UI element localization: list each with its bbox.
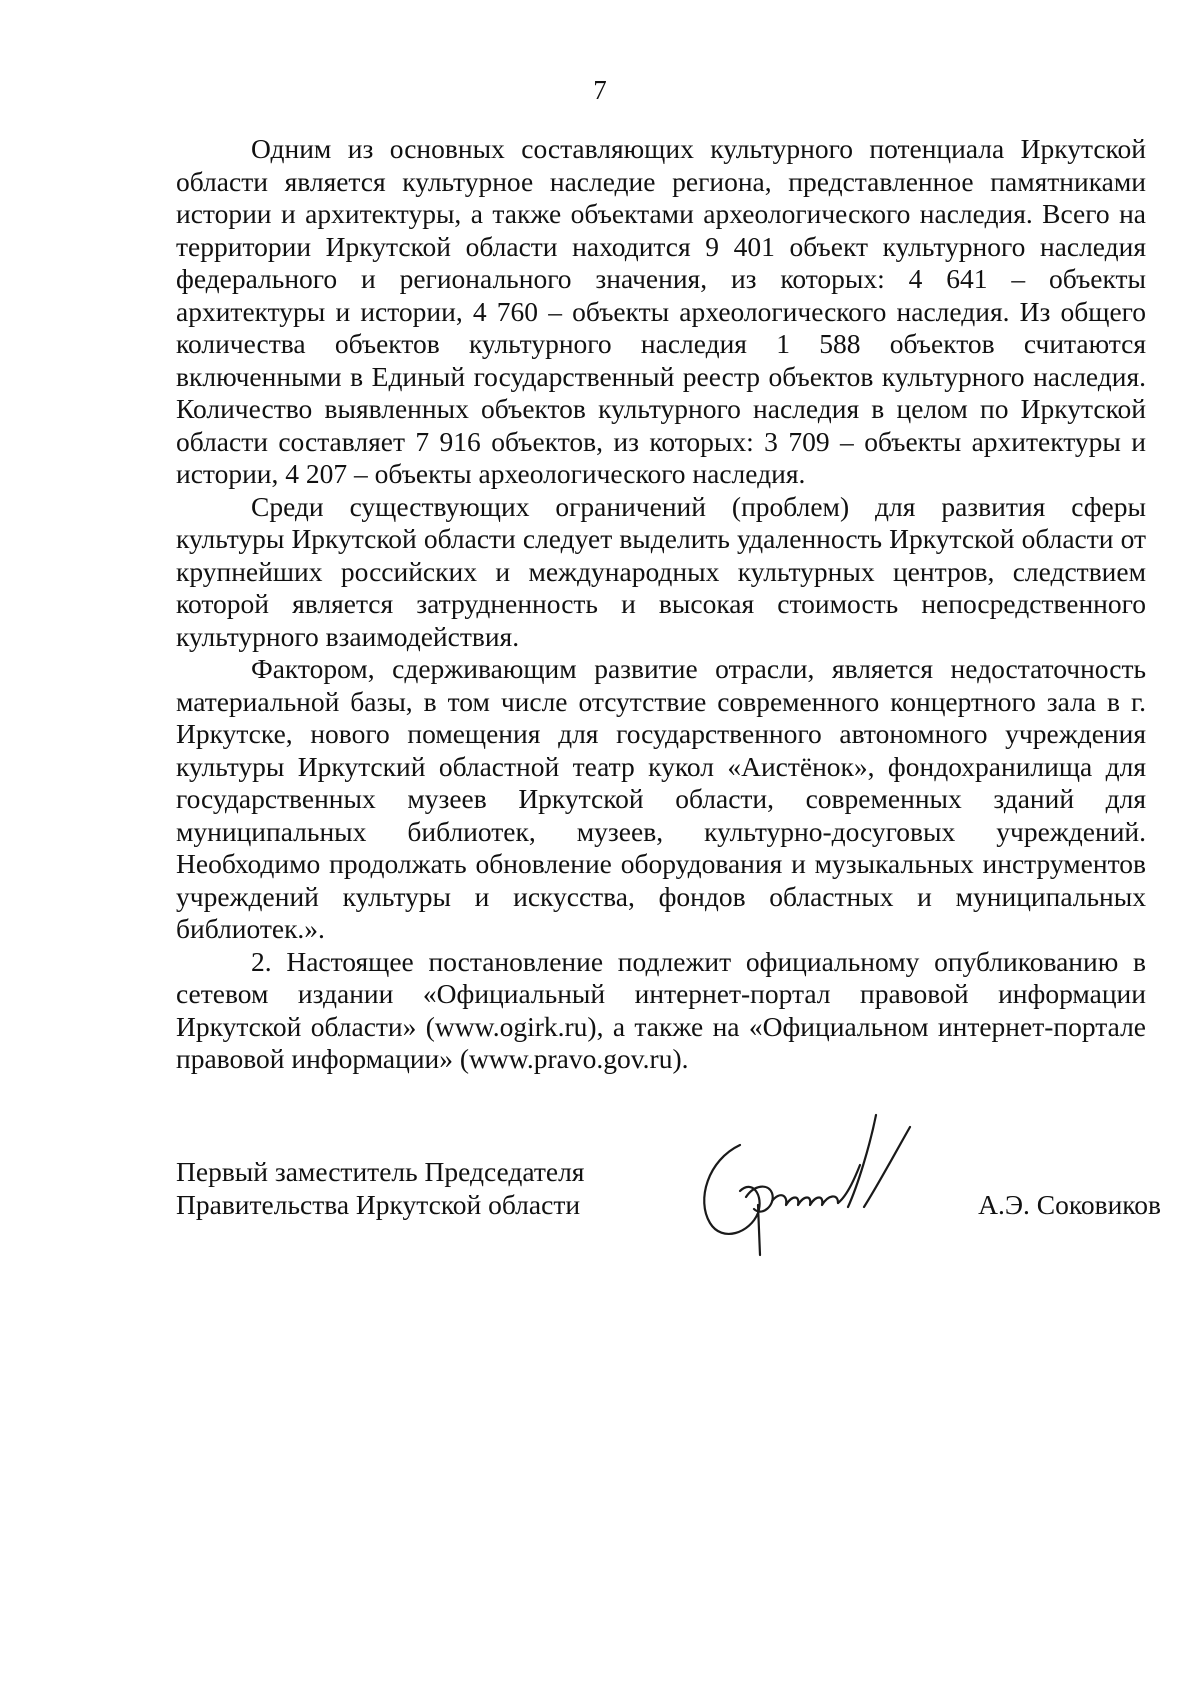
paragraph-limitations: Среди существующих ограничений (проблем) для развития сферы культуры Иркутской области следует выделить удаленность Иркутской области от крупнейших российских и международных культурных центров, следствием которой является затрудненность и высокая стоимость непосредственного культурного взаимодействия. [176, 490, 1146, 652]
signatory-position-line-1: Первый заместитель Председателя [176, 1156, 585, 1187]
signatory-name: А.Э. Соковиков [978, 1189, 1161, 1220]
page-number: 7 [593, 75, 607, 105]
handwritten-signature [688, 1105, 928, 1265]
signatory-position-line-2: Правительства Иркутской области [176, 1189, 581, 1220]
signature-block [176, 1143, 1161, 1263]
paragraph-material-base: Фактором, сдерживающим развитие отрасли, является недостаточность материальной базы, в том числе отсутствие современного концертного зала в г. Иркутске, нового помещения для государственного автономного учреждения культуры Иркутский областной театр кукол «Аистёнок», фондохранилища для государственных музеев Иркутской области, современных зданий для муниципальных библиотек, музеев, культурно-досуговых учреждений. Необходимо продолжать обновление оборудования и музыкальных инструментов учреждений культуры и искусства, фондов областных и муниципальных библиотек.». [176, 653, 1146, 944]
paragraph-cultural-heritage: Одним из основных составляющих культурного потенциала Иркутской области является культурное наследие региона, представленное памятниками истории и архитектуры, а также объектами археологического наследия. Всего на территории Иркутской области находится 9 401 объект культурного наследия федерального и регионального значения, из которых: 4 641 – объекты архитектуры и истории, 4 760 – объекты археологического наследия. Из общего количества объектов культурного наследия 1 588 объектов считаются включенными в Единый государственный реестр объектов культурного наследия. Количество выявленных объектов культурного наследия в целом по Иркутской области составляет 7 916 объектов, из которых: 3 709 – объекты архитектуры и истории, 4 207 – объекты археологического наследия. [176, 133, 1146, 489]
paragraph-publication-clause: 2. Настоящее постановление подлежит официальному опубликованию в сетевом издании «Официальный интернет-портал правовой информации Иркутской области» (www.ogirk.ru), а также на «Официальном интернет-портале правовой информации» (www.pravo.gov.ru). [176, 945, 1146, 1074]
signatory-position [176, 1155, 584, 1221]
document-body [176, 133, 1146, 1076]
